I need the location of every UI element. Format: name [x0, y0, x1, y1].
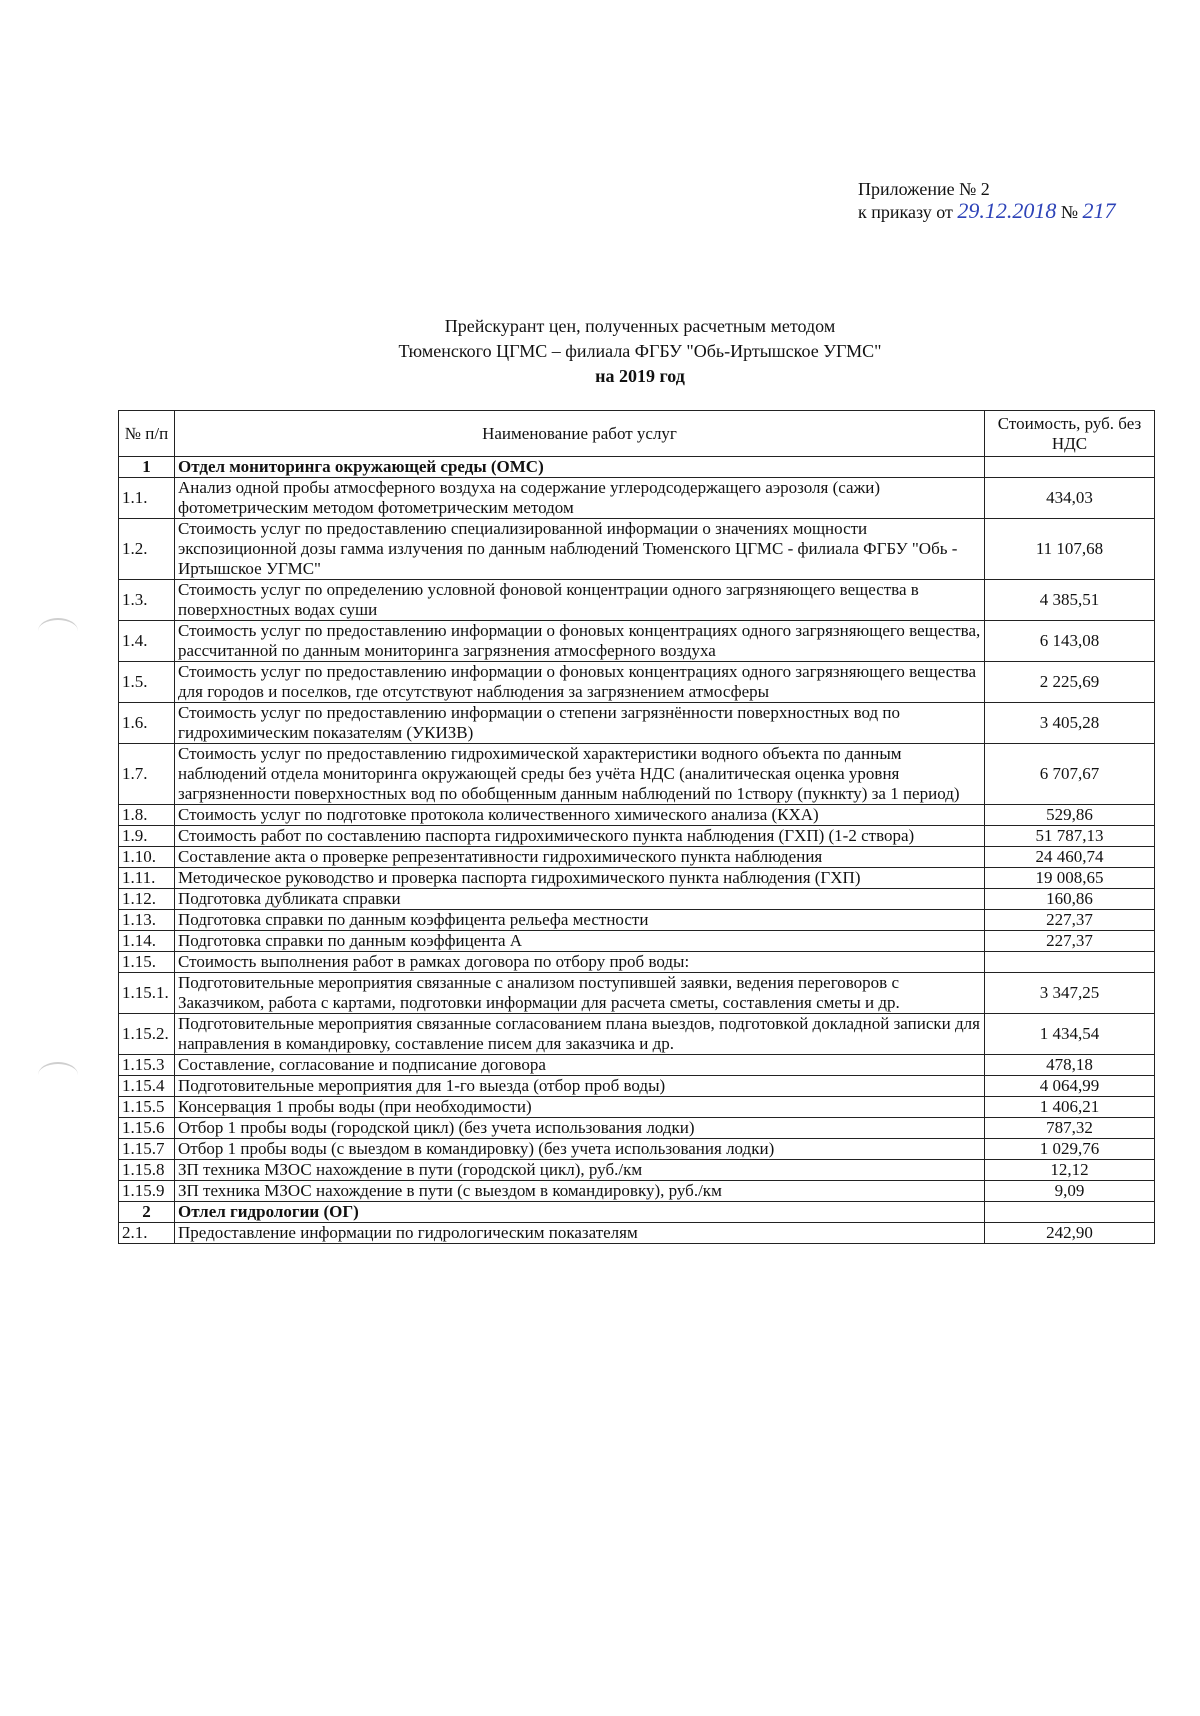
price-list-table — [118, 410, 1155, 1244]
row-name: Отбор 1 пробы воды (с выездом в командировку) (без учета использования лодки) — [175, 1139, 985, 1160]
row-cost: 2 225,69 — [985, 662, 1155, 703]
row-name: Стоимость услуг по предоставлению информации о фоновых концентрациях одного загрязняющего вещества для городов и поселков, где отсутствуют наблюдения за загрязнением атмосферы — [175, 662, 985, 703]
table-row — [119, 1055, 1155, 1076]
row-cost — [985, 1202, 1155, 1223]
row-number: 1.11. — [119, 868, 175, 889]
row-cost: 12,12 — [985, 1160, 1155, 1181]
table-row — [119, 478, 1155, 519]
row-number: 1.14. — [119, 931, 175, 952]
order-line — [858, 200, 1116, 223]
table-row — [119, 1076, 1155, 1097]
row-name: Подготовка справки по данным коэффицента А — [175, 931, 985, 952]
number-sign: № — [1060, 202, 1079, 222]
row-number: 1.15.3 — [119, 1055, 175, 1076]
row-number: 1.7. — [119, 744, 175, 805]
row-number: 1.10. — [119, 847, 175, 868]
table-row — [119, 662, 1155, 703]
table-row — [119, 931, 1155, 952]
row-cost: 1 029,76 — [985, 1139, 1155, 1160]
row-number: 1.15. — [119, 952, 175, 973]
row-cost: 11 107,68 — [985, 519, 1155, 580]
row-name: Методическое руководство и проверка паспорта гидрохимического пункта наблюдения (ГХП) — [175, 868, 985, 889]
row-cost: 787,32 — [985, 1118, 1155, 1139]
row-cost: 3 405,28 — [985, 703, 1155, 744]
row-name: Составление акта о проверке репрезентативности гидрохимического пункта наблюдения — [175, 847, 985, 868]
row-cost: 478,18 — [985, 1055, 1155, 1076]
row-cost — [985, 952, 1155, 973]
row-cost: 4 064,99 — [985, 1076, 1155, 1097]
row-cost: 227,37 — [985, 910, 1155, 931]
appendix-header — [858, 178, 1116, 223]
table-row — [119, 1118, 1155, 1139]
handwritten-number: 217 — [1082, 198, 1116, 223]
row-number: 1.15.8 — [119, 1160, 175, 1181]
table-header-row — [119, 411, 1155, 457]
header-name: Наименование работ услуг — [175, 411, 985, 457]
row-cost: 1 434,54 — [985, 1014, 1155, 1055]
row-number: 1.15.9 — [119, 1181, 175, 1202]
row-number: 1 — [119, 457, 175, 478]
row-number: 1.8. — [119, 805, 175, 826]
row-cost: 4 385,51 — [985, 580, 1155, 621]
header-cost: Стоимость, руб. без НДС — [985, 411, 1155, 457]
table-row — [119, 1223, 1155, 1244]
row-name: Стоимость услуг по предоставлению информации о фоновых концентрациях одного загрязняющего вещества, рассчитанной по данным мониторинга загрязнения атмосферного воздуха — [175, 621, 985, 662]
row-cost: 19 008,65 — [985, 868, 1155, 889]
table-row — [119, 868, 1155, 889]
table-row — [119, 826, 1155, 847]
row-number: 1.13. — [119, 910, 175, 931]
row-cost: 434,03 — [985, 478, 1155, 519]
row-cost — [985, 457, 1155, 478]
order-prefix: к приказу от — [858, 202, 953, 222]
row-number: 1.15.6 — [119, 1118, 175, 1139]
row-name: Стоимость выполнения работ в рамках договора по отбору проб воды: — [175, 952, 985, 973]
header-number: № п/п — [119, 411, 175, 457]
row-cost: 24 460,74 — [985, 847, 1155, 868]
table-row — [119, 952, 1155, 973]
title-line-3: на 2019 год — [595, 366, 685, 386]
row-cost: 6 707,67 — [985, 744, 1155, 805]
table-row — [119, 1014, 1155, 1055]
row-number: 1.5. — [119, 662, 175, 703]
row-name: Подготовительные мероприятия связанные с анализом поступившей заявки, ведения переговоров с Заказчиком, работа с картами, подготовки информации для расчета сметы, составления сметы и др. — [175, 973, 985, 1014]
table-row — [119, 889, 1155, 910]
table-row — [119, 519, 1155, 580]
row-name: Стоимость услуг по предоставлению гидрохимической характеристики водного объекта по данным наблюдений отдела мониторинга окружающей среды без учёта НДС (аналитическая оценка уровня загрязненности поверхностных вод по обобщенным данным наблюдений по 1створу (пукнкту) за 1 период) — [175, 744, 985, 805]
table-row — [119, 973, 1155, 1014]
row-name: Консервация 1 пробы воды (при необходимости) — [175, 1097, 985, 1118]
row-name: Отдел мониторинга окружающей среды (ОМС) — [175, 457, 985, 478]
row-number: 1.15.2. — [119, 1014, 175, 1055]
row-number: 1.12. — [119, 889, 175, 910]
row-number: 2 — [119, 1202, 175, 1223]
table-row — [119, 910, 1155, 931]
row-name: ЗП техника МЗОС нахождение в пути (с выездом в командировку), руб./км — [175, 1181, 985, 1202]
row-cost: 227,37 — [985, 931, 1155, 952]
row-number: 1.15.7 — [119, 1139, 175, 1160]
row-name: Подготовка справки по данным коэффицента рельефа местности — [175, 910, 985, 931]
section-row — [119, 1202, 1155, 1223]
row-name: Анализ одной пробы атмосферного воздуха на содержание углеродсодержащего аэрозоля (сажи) фотометрическим методом фотометрическим методом — [175, 478, 985, 519]
document-title — [260, 316, 1020, 387]
handwritten-date: 29.12.2018 — [957, 198, 1057, 223]
row-number: 1.4. — [119, 621, 175, 662]
row-number: 1.6. — [119, 703, 175, 744]
row-name: Отбор 1 пробы воды (городской цикл) (без учета использования лодки) — [175, 1118, 985, 1139]
row-number: 1.2. — [119, 519, 175, 580]
row-number: 1.3. — [119, 580, 175, 621]
row-cost: 3 347,25 — [985, 973, 1155, 1014]
row-name: Стоимость услуг по подготовке протокола количественного химического анализа (КХА) — [175, 805, 985, 826]
row-name: Стоимость услуг по предоставлению информации о степени загрязнённости поверхностных вод по гидрохимическим показателям (УКИЗВ) — [175, 703, 985, 744]
table-row — [119, 805, 1155, 826]
row-name: Подготовка дубликата справки — [175, 889, 985, 910]
row-number: 1.1. — [119, 478, 175, 519]
table-row — [119, 1160, 1155, 1181]
row-cost: 51 787,13 — [985, 826, 1155, 847]
table-row — [119, 703, 1155, 744]
row-cost: 6 143,08 — [985, 621, 1155, 662]
row-name: Составление, согласование и подписание договора — [175, 1055, 985, 1076]
table-body — [119, 457, 1155, 1244]
punch-hole-mark — [38, 618, 78, 644]
row-cost: 160,86 — [985, 889, 1155, 910]
section-row — [119, 457, 1155, 478]
title-line-2: Тюменского ЦГМС – филиала ФГБУ "Обь-Иртышское УГМС" — [398, 341, 882, 361]
table-row — [119, 1139, 1155, 1160]
table-row — [119, 580, 1155, 621]
row-name: Стоимость услуг по предоставлению специализированной информации о значениях мощности экспозиционной дозы гамма излучения по данным наблюдений Тюменского ЦГМС - филиала ФГБУ "Обь - Иртышское УГМС" — [175, 519, 985, 580]
row-name: Стоимость работ по составлению паспорта гидрохимического пункта наблюдения (ГХП) (1-2 створа) — [175, 826, 985, 847]
row-number: 1.15.1. — [119, 973, 175, 1014]
row-name: Предоставление информации по гидрологическим показателям — [175, 1223, 985, 1244]
row-cost: 9,09 — [985, 1181, 1155, 1202]
row-name: ЗП техника МЗОС нахождение в пути (городской цикл), руб./км — [175, 1160, 985, 1181]
row-name: Стоимость услуг по определению условной фоновой концентрации одного загрязняющего вещества в поверхностных водах суши — [175, 580, 985, 621]
appendix-line: Приложение № 2 — [858, 179, 990, 199]
row-number: 1.15.4 — [119, 1076, 175, 1097]
row-number: 1.9. — [119, 826, 175, 847]
title-line-1: Прейскурант цен, полученных расчетным методом — [444, 316, 836, 336]
row-name: Подготовительные мероприятия связанные согласованием плана выездов, подготовкой докладной записки для направления в командировку, составление писем для заказчика и др. — [175, 1014, 985, 1055]
table-row — [119, 847, 1155, 868]
row-number: 2.1. — [119, 1223, 175, 1244]
row-name: Отлел гидрологии (ОГ) — [175, 1202, 985, 1223]
row-name: Подготовительные мероприятия для 1-го выезда (отбор проб воды) — [175, 1076, 985, 1097]
punch-hole-mark — [38, 1062, 78, 1088]
table-row — [119, 1181, 1155, 1202]
row-cost: 529,86 — [985, 805, 1155, 826]
table-row — [119, 621, 1155, 662]
row-number: 1.15.5 — [119, 1097, 175, 1118]
row-cost: 1 406,21 — [985, 1097, 1155, 1118]
table-row — [119, 744, 1155, 805]
row-cost: 242,90 — [985, 1223, 1155, 1244]
table-row — [119, 1097, 1155, 1118]
